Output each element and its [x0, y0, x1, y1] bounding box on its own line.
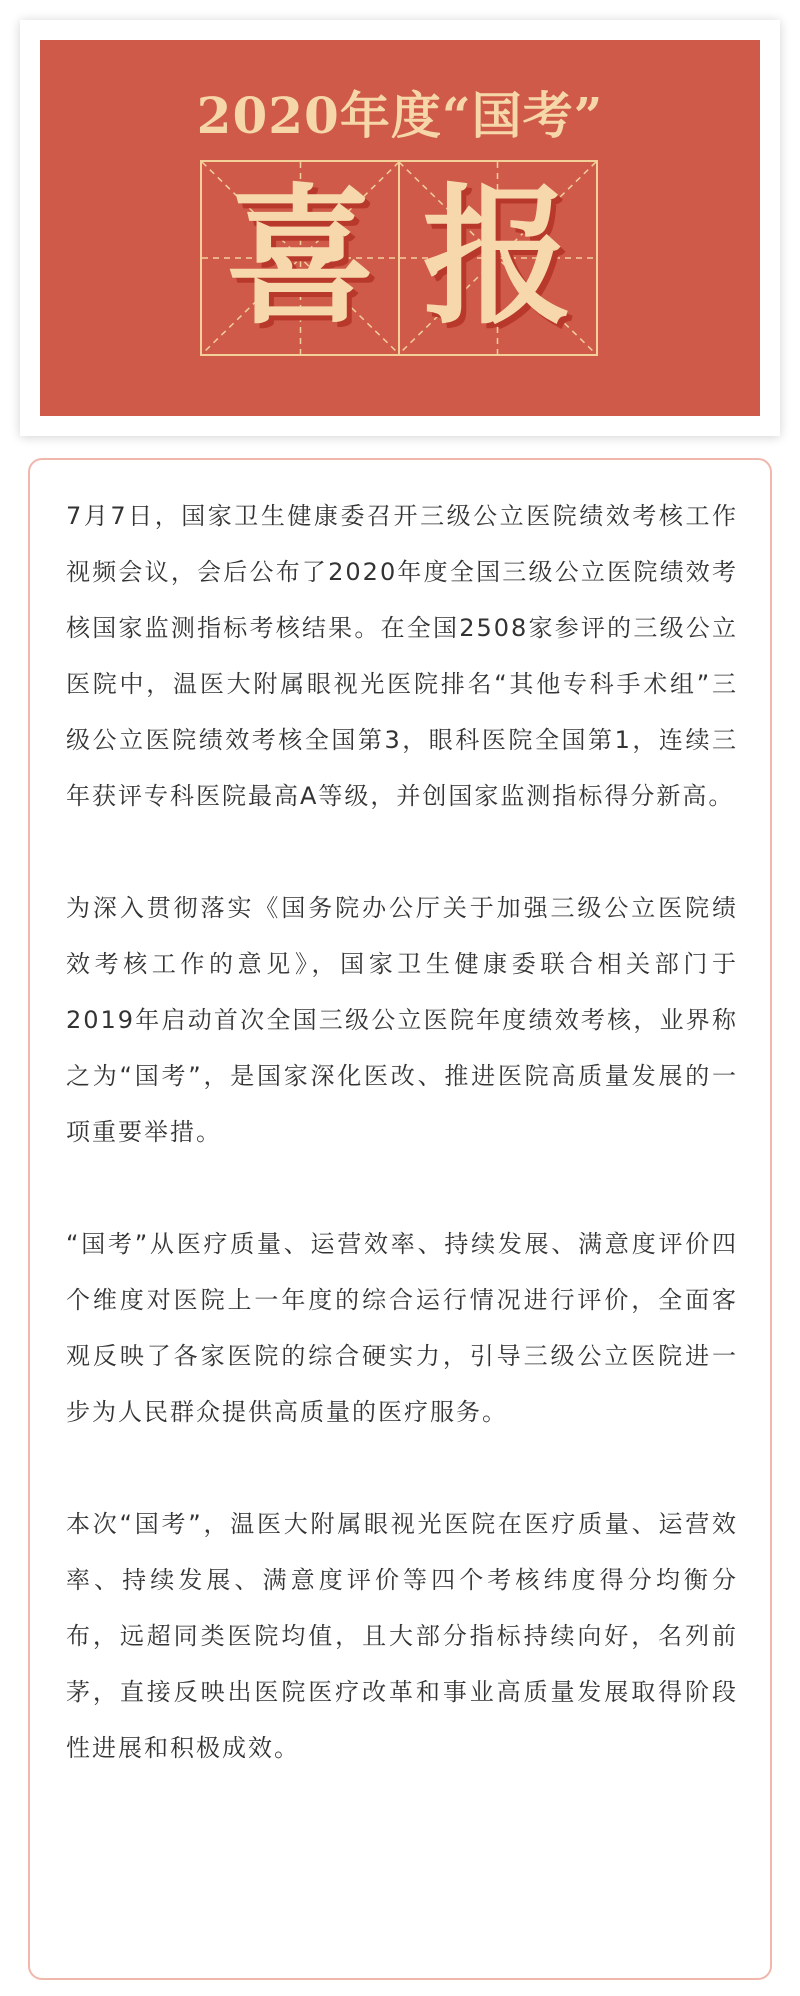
banner-frame [20, 20, 780, 436]
big-char-xi: 喜 [225, 171, 376, 345]
big-char-bao: 报 [422, 171, 573, 345]
banner-title: 2020年度“国考” [196, 86, 604, 145]
banner [40, 40, 760, 416]
paragraph-1: 7月7日，国家卫生健康委召开三级公立医院绩效考核工作视频会议，会后公布了2020年度全国三级公立医院绩效考核国家监测指标考核结果。在全国2508家参评的三级公立医院中，温医大附属眼视光医院排名“其他专科手术组”三级公立医院绩效考核全国第3，眼科医院全国第1，连续三年获评专科医院最高A等级，并创国家监测指标得分新高。 [66, 502, 738, 810]
tianzige-grid [200, 160, 598, 356]
article-body [66, 488, 738, 1832]
paragraph-2: 为深入贯彻落实《国务院办公厅关于加强三级公立医院绩效考核工作的意见》，国家卫生健康委联合相关部门于2019年启动首次全国三级公立医院年度绩效考核，业界称之为“国考”，是国家深化医改、推进医院高质量发展的一项重要举措。 [66, 894, 738, 1146]
article-card [28, 458, 772, 1980]
paragraph-4: 本次“国考”，温医大附属眼视光医院在医疗质量、运营效率、持续发展、满意度评价等四个考核纬度得分均衡分布，远超同类医院均值，且大部分指标持续向好，名列前茅，直接反映出医院医疗改革和事业高质量发展取得阶段性进展和积极成效。 [66, 1510, 738, 1762]
paragraph-3: “国考”从医疗质量、运营效率、持续发展、满意度评价四个维度对医院上一年度的综合运行情况进行评价，全面客观反映了各家医院的综合硬实力，引导三级公立医院进一步为人民群众提供高质量的医疗服务。 [66, 1230, 738, 1426]
